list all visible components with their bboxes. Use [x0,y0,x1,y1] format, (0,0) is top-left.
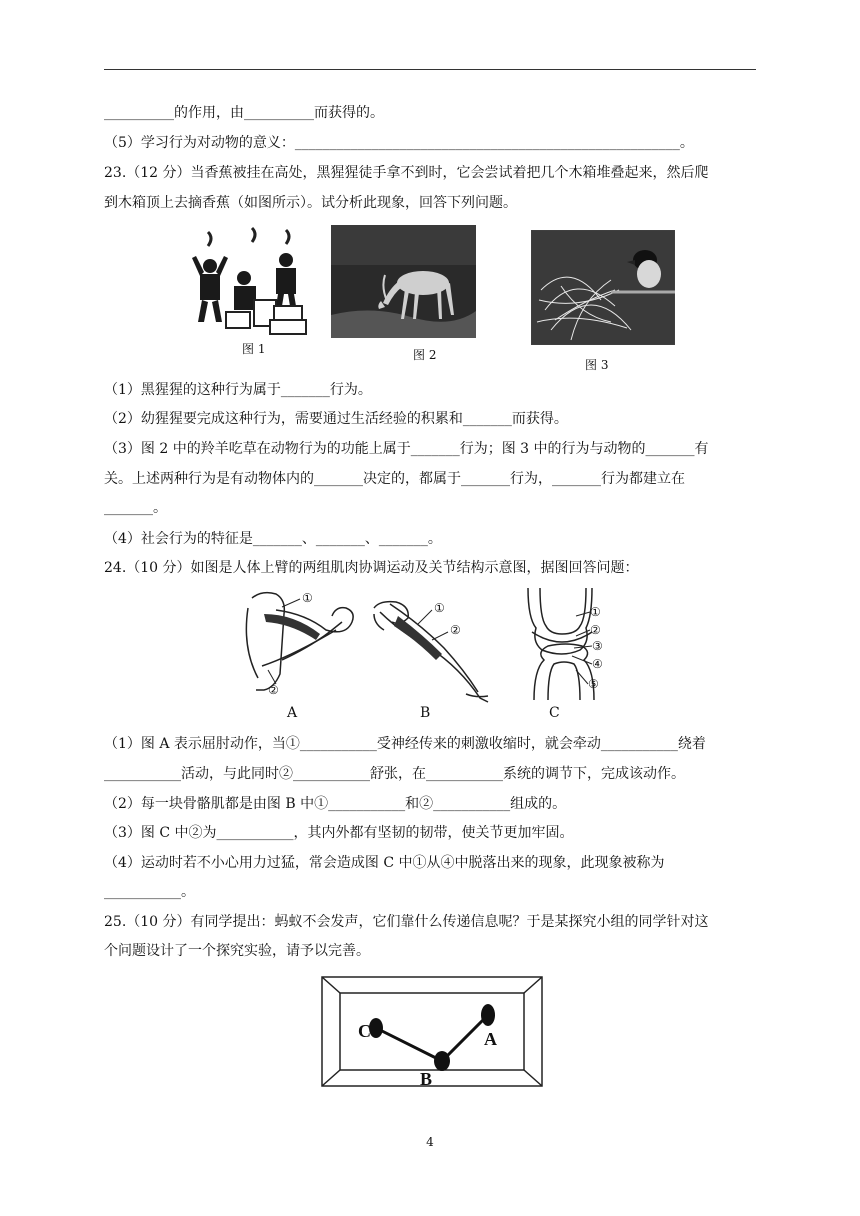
header-rule [104,69,756,70]
figure-2-caption: 图 2 [413,348,437,362]
figure-1-caption: 图 1 [242,342,266,356]
label-circled-2: ② [590,623,601,637]
label-circled-1: ① [590,605,601,619]
figure-ant-experiment [320,975,544,1088]
figure-3-bird-nest-photo [531,230,675,345]
question-23-intro-cont: 到木箱顶上去摘香蕉（如图所示）。试分析此现象，回答下列问题。 [104,195,517,211]
question-23-2: （2）幼猩猩要完成这种行为，需要通过生活经验的积累和_______而获得。 [104,411,568,427]
question-25-intro-cont: 个问题设计了一个探究实验，请予以完善。 [104,943,370,959]
figure-1-chimpanzee [186,226,318,338]
label-circled-1: ① [302,591,313,605]
figure-3-caption: 图 3 [585,358,609,372]
label-circled-2: ② [268,683,279,696]
label-a: A [484,1029,497,1049]
question-23-1: （1）黑猩猩的这种行为属于_______行为。 [104,382,372,398]
figure-2-antelope-photo [331,225,476,338]
question-23-3: （3）图 2 中的羚羊吃草在动物行为的功能上属于_______行为；图 3 中的行为与动物的_______有 [104,441,709,457]
question-23-intro: 23.（12 分）当香蕉被挂在高处，黑猩猩徒手拿不到时，它会尝试着把几个木箱堆叠起来，然后爬 [104,165,709,181]
question-23-3-cont: 关。上述两种行为是有动物体内的_______决定的，都属于_______行为，_______行为都建立在 [104,471,685,487]
label-circled-1: ① [434,601,445,615]
label-b: B [420,1069,433,1088]
page-number: 4 [426,1135,434,1149]
label-circled-3: ③ [592,639,603,653]
text-line: __________的作用，由__________而获得的。 [104,105,384,121]
label-circled-5: ⑤ [588,677,599,691]
label-circled-2: ② [450,623,461,637]
question-24-4-cont: ___________。 [104,884,195,900]
text-line: （5）学习行为对动物的意义：_______________________________________________________。 [104,135,694,151]
question-24-1-cont: ___________活动，与此同时②___________舒张，在___________系统的调节下，完成该动作。 [104,766,685,782]
question-25-intro: 25.（10 分）有同学提出：蚂蚁不会发声，它们靠什么传递信息呢？于是某探究小组的同学针对这 [104,914,709,930]
figure-c-caption: C [549,705,560,721]
question-24-4: （4）运动时若不小心用力过猛，常会造成图 C 中①从④中脱落出来的现象，此现象被称为 [104,855,665,871]
figure-a-elbow-flexion [242,588,360,696]
question-24-2: （2）每一块骨骼肌都是由图 B 中①___________和②___________组成的。 [104,796,567,812]
question-24-1: （1）图 A 表示屈肘动作，当①___________受神经传来的刺激收缩时，就会牵动___________绕着 [104,736,706,752]
question-24-intro: 24.（10 分）如图是人体上臂的两组肌肉协调运动及关节结构示意图，据图回答问题： [104,560,639,576]
label-c: C [358,1021,371,1041]
figure-b-caption: B [420,705,431,721]
label-circled-4: ④ [592,657,603,671]
question-23-3-cont2: _______。 [104,500,167,516]
figure-b-muscle-structure [370,598,495,706]
question-23-4: （4）社会行为的特征是_______、_______、_______。 [104,531,442,547]
figure-a-caption: A [287,705,298,721]
figure-c-joint-structure [514,588,624,700]
question-24-3: （3）图 C 中②为___________，其内外都有坚韧的韧带，使关节更加牢固。 [104,825,574,841]
